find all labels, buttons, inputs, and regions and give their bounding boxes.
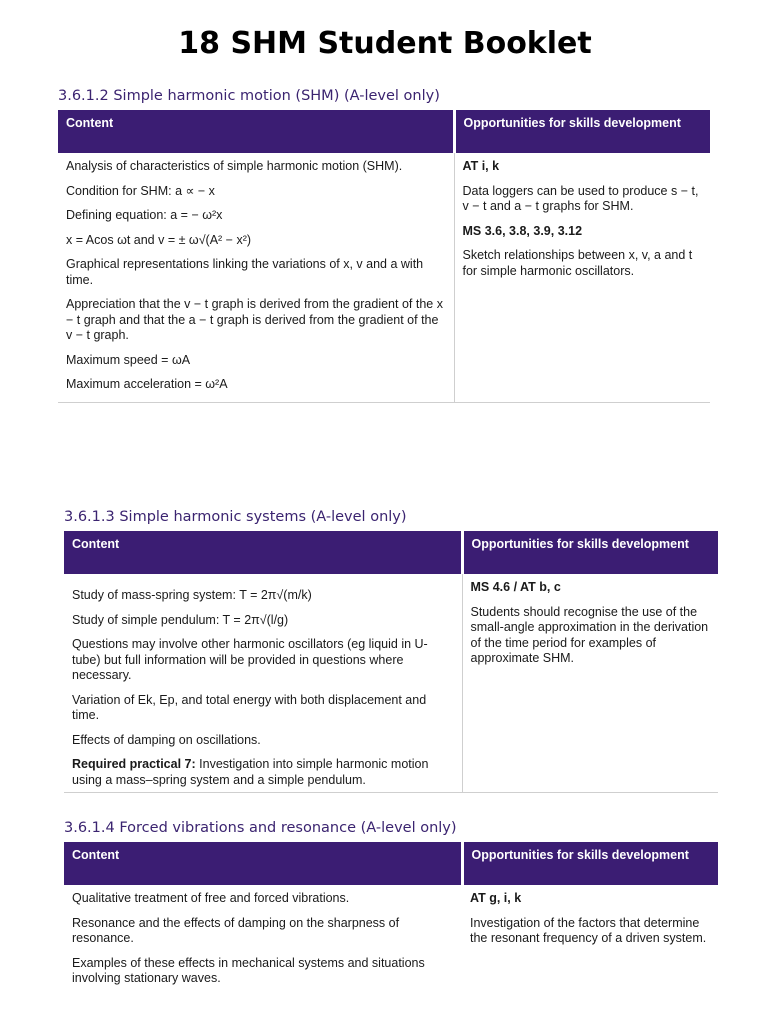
content-item: Appreciation that the v − t graph is derived from the gradient of the x − t graph and that the a − t graph is derived from the gradient of the v − t graph. <box>66 297 443 342</box>
content-item: Condition for SHM: a ∝ − x <box>66 183 215 198</box>
skills-item: Sketch relationships between x, v, a and t for simple harmonic oscillators. <box>462 248 693 278</box>
page-title: 18 SHM Student Booklet <box>178 26 592 61</box>
spec-table <box>64 531 718 793</box>
section-shm <box>58 88 710 403</box>
content-item: Graphical representations linking the variations of x, v and a with time. <box>66 257 424 287</box>
content-item: Effects of damping on oscillations. <box>72 732 261 747</box>
spec-table <box>58 110 710 403</box>
section-heading: 3.6.1.4 Forced vibrations and resonance (A-level only) <box>64 820 457 836</box>
content-item: Defining equation: a = − ω²x <box>66 208 223 222</box>
section-forced-vibrations <box>64 820 718 996</box>
content-item: Qualitative treatment of free and forced vibrations. <box>72 891 350 905</box>
content-item: Required practical 7: Investigation into simple harmonic motion using a mass–spring system and a simple pendulum. <box>72 757 429 787</box>
skills-item: AT g, i, k <box>470 891 522 905</box>
content-item: Resonance and the effects of damping on the sharpness of resonance. <box>72 915 400 945</box>
section-heading: 3.6.1.3 Simple harmonic systems (A-level only) <box>64 509 407 525</box>
content-item: x = Acos ωt and v = ± ω√(A² − x²) <box>66 232 252 247</box>
content-header: Content <box>64 842 462 885</box>
skills-item: AT i, k <box>462 159 500 173</box>
skills-header: Opportunities for skills development <box>462 842 718 885</box>
skills-header: Opportunities for skills development <box>462 531 718 574</box>
spec-table <box>64 842 718 996</box>
content-item: Maximum speed = ωA <box>66 352 191 367</box>
content-item: Maximum acceleration = ω²A <box>66 377 228 391</box>
content-item: Analysis of characteristics of simple harmonic motion (SHM). <box>66 159 403 173</box>
content-item: Study of simple pendulum: T = 2π√(l/g) <box>72 612 289 627</box>
skills-item: MS 3.6, 3.8, 3.9, 3.12 <box>462 223 583 238</box>
content-item: Study of mass-spring system: T = 2π√(m/k) <box>72 588 312 602</box>
skills-header: Opportunities for skills development <box>454 110 710 153</box>
section-heading: 3.6.1.2 Simple harmonic motion (SHM) (A-level only) <box>58 88 440 104</box>
section-shm-systems <box>64 509 718 793</box>
skills-item: Investigation of the factors that determine the resonant frequency of a driven system. <box>470 915 707 945</box>
required-practical-label: Required practical 7: <box>72 757 196 771</box>
skills-item: MS 4.6 / AT b, c <box>470 580 561 594</box>
content-item: Examples of these effects in mechanical systems and situations involving stationary waves. <box>72 955 425 985</box>
skills-item: Students should recognise the use of the small-angle approximation in the derivation of the time period for examples of approximate SHM. <box>470 604 709 665</box>
skills-item: Data loggers can be used to produce s − t, v − t and a − t graphs for SHM. <box>462 183 699 213</box>
content-item: Variation of Ek, Ep, and total energy with both displacement and time. <box>72 692 427 722</box>
content-header: Content <box>58 110 454 153</box>
content-header: Content <box>64 531 462 574</box>
content-item: Questions may involve other harmonic oscillators (eg liquid in U-tube) but full information will be provided in questions where necessary. <box>72 637 428 682</box>
